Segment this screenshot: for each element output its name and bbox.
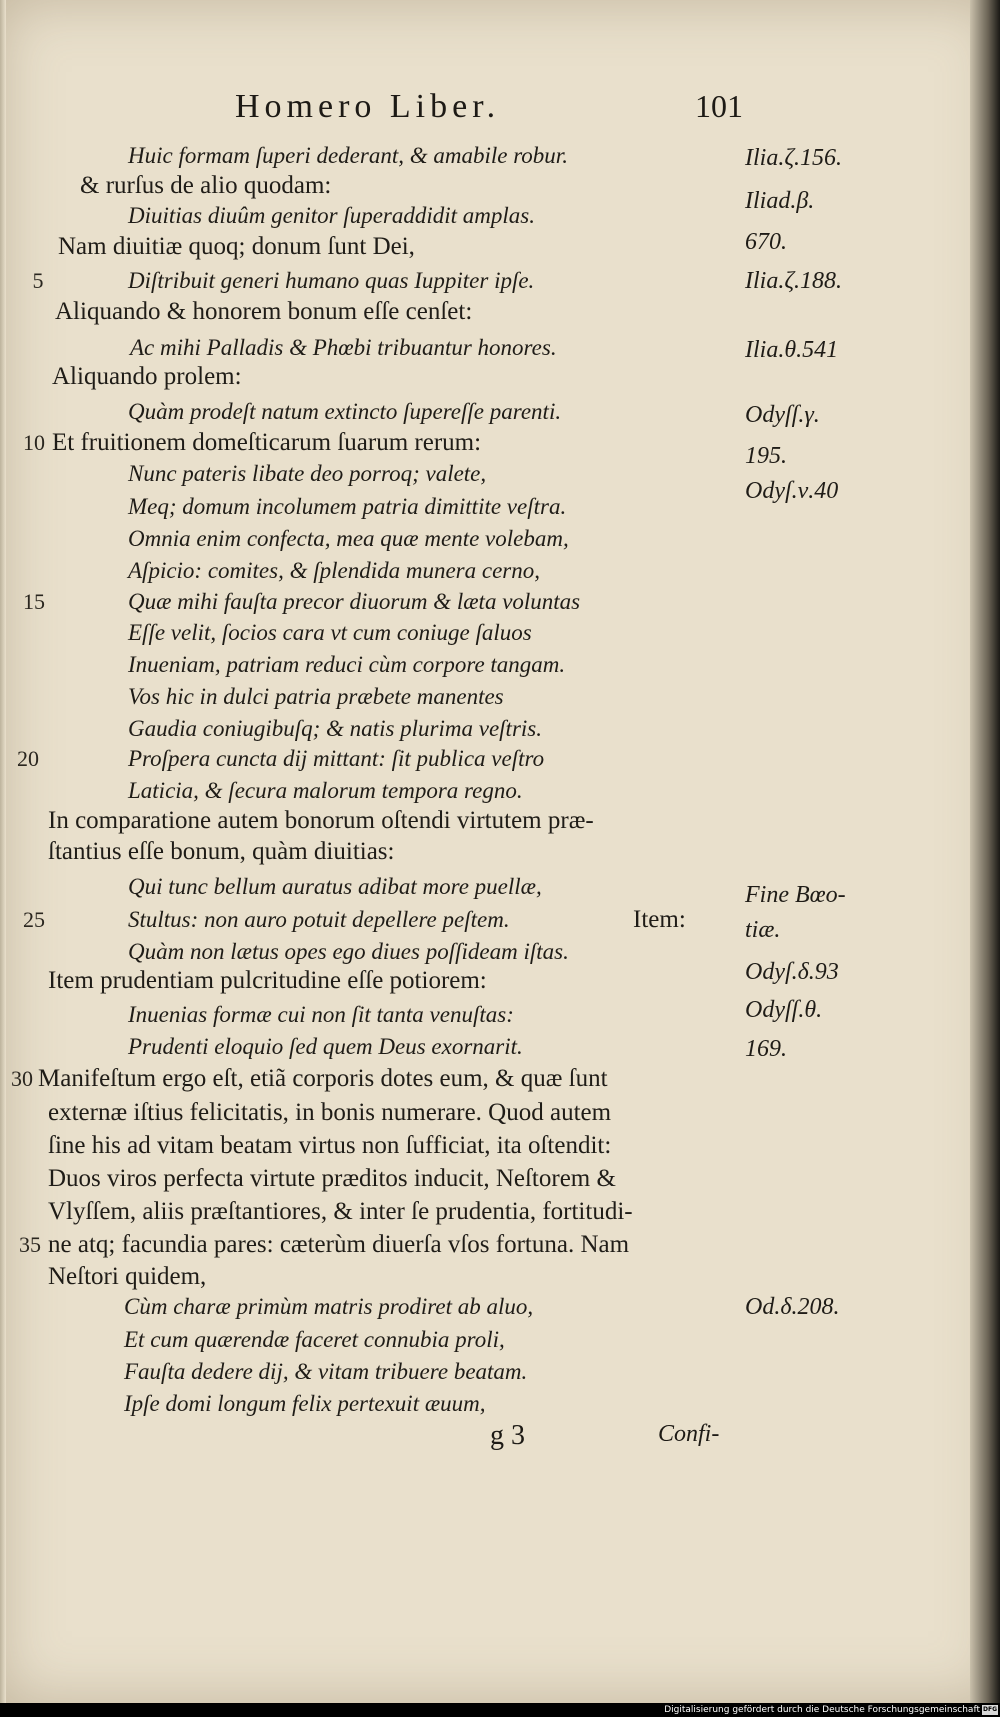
text-line: Proſpera cuncta dij mittant: ſit publica veſtro: [128, 746, 545, 771]
text-line: Cùm charæ primùm matris prodiret ab aluo,: [124, 1294, 534, 1319]
text-line: Eſſe velit, ſocios cara vt cum coniuge ſaluos: [128, 620, 532, 645]
line-number: 15: [23, 589, 45, 614]
text-line: Vos hic in dulci patria præbete manentes: [128, 684, 504, 709]
text-line: Nam diuitiæ quoq; donum ſunt Dei,: [58, 233, 415, 260]
text-line: Neſtori quidem,: [48, 1263, 207, 1290]
margin-reference: Odyſ.δ.93: [745, 959, 839, 985]
text-line: ſtantius eſſe bonum, quàm diuitias:: [48, 838, 395, 865]
text-line: Aſpicio: comites, & ſplendida munera cerno,: [128, 558, 541, 583]
margin-reference: Odyſ.ν.40: [745, 478, 839, 504]
margin-reference: Ilia.θ.541: [745, 337, 839, 363]
dfg-logo: DFG: [982, 1706, 997, 1713]
text-line: Huic formam ſuperi dederant, & amabile robur.: [128, 143, 568, 168]
page-left-edge: [0, 0, 6, 1703]
page-gutter-shadow: [970, 0, 1000, 1703]
text-line: Laticia, & ſecura malorum tempora regno.: [128, 778, 523, 803]
margin-reference: 169.: [745, 1036, 787, 1062]
text-line: Et cum quærendæ faceret connubia proli,: [124, 1327, 505, 1352]
text-line-suffix: Item:: [633, 906, 686, 933]
text-line: & rurſus de alio quodam:: [80, 172, 332, 199]
text-line: Stultus: non auro potuit depellere peſtem.: [128, 907, 510, 932]
margin-reference: tiæ.: [745, 917, 781, 943]
footer-credit: Digitalisierung gefördert durch die Deutsche Forschungsgemeinschaft: [664, 1705, 980, 1715]
text-line: Aliquando prolem:: [52, 363, 242, 390]
margin-reference: Ilia.ζ.156.: [745, 145, 843, 171]
text-line: Inueniam, patriam reduci cùm corpore tangam.: [128, 652, 566, 677]
text-line: Aliquando & honorem bonum eſſe cenſet:: [55, 298, 473, 325]
line-number: 25: [23, 907, 45, 932]
margin-reference: Od.δ.208.: [745, 1294, 840, 1320]
text-line: Diuitias diuûm genitor ſuperaddidit amplas.: [128, 203, 535, 228]
text-line: Ipſe domi longum felix pertexuit æuum,: [124, 1391, 486, 1416]
text-line: Inuenias formæ cui non ſit tanta venuſtas:: [128, 1002, 514, 1027]
digitization-footer: [0, 1703, 1000, 1717]
line-number: 5: [32, 268, 44, 293]
margin-reference: 195.: [745, 443, 787, 469]
text-line: Et fruitionem domeſticarum ſuarum rerum:: [52, 429, 482, 456]
text-line: ne atq; facundia pares: cæterùm diuerſa vſos fortuna. Nam: [48, 1231, 630, 1258]
text-line: Quàm non lætus opes ego diues poſſideam iſtas.: [128, 939, 569, 964]
text-line: Prudenti eloquio ſed quem Deus exornarit.: [128, 1034, 523, 1059]
text-line: Item prudentiam pulcritudine eſſe potiorem:: [48, 967, 487, 994]
margin-reference: Odyſſ.γ.: [745, 402, 820, 428]
catchword: Confi-: [658, 1421, 720, 1447]
margin-reference: Fine Bœo-: [745, 882, 846, 908]
margin-reference: Odyſſ.θ.: [745, 997, 823, 1023]
text-line: Vlyſſem, aliis præſtantiores, & inter ſe prudentia, fortitudi-: [48, 1198, 633, 1225]
margin-reference: 670.: [745, 229, 787, 255]
text-line: Duos viros perfecta virtute præditos inducit, Neſtorem &: [48, 1165, 616, 1192]
page-number: 101: [695, 88, 743, 124]
line-number: 30: [11, 1066, 33, 1091]
text-line: Gaudia coniugibuſq; & natis plurima veſtris.: [128, 716, 542, 741]
margin-reference: Ilia.ζ.188.: [745, 268, 843, 294]
signature-mark: g 3: [490, 1420, 525, 1451]
text-line: ſine his ad vitam beatam virtus non ſufficiat, ita oſtendit:: [48, 1132, 612, 1159]
text-line: Nunc pateris libate deo porroq; valete,: [128, 461, 487, 486]
line-number: 10: [23, 430, 45, 455]
text-line: externæ iſtius felicitatis, in bonis numerare. Quod autem: [48, 1099, 612, 1126]
text-line: Manifeſtum ergo eſt, etiã corporis dotes eum, & quæ ſunt: [38, 1065, 608, 1092]
text-line: In comparatione autem bonorum oſtendi virtutem præ-: [48, 807, 594, 834]
text-line: Fauſta dedere dij, & vitam tribuere beatam.: [124, 1359, 528, 1384]
text-line: Qui tunc bellum auratus adibat more puellæ,: [128, 874, 542, 899]
text-line: Diſtribuit generi humano quas Iuppiter ipſe.: [128, 268, 535, 293]
text-line: Quàm prodeſt natum extincto ſupereſſe parenti.: [128, 399, 562, 424]
running-head: Homero Liber.: [235, 88, 501, 125]
text-line: Meq; domum incolumem patria dimittite veſtra.: [128, 494, 567, 519]
line-number: 35: [19, 1232, 41, 1257]
text-line: Ac mihi Palladis & Phœbi tribuantur honores.: [130, 335, 557, 360]
text-line: Quæ mihi fauſta precor diuorum & læta voluntas: [128, 589, 581, 614]
text-line: Omnia enim confecta, mea quæ mente volebam,: [128, 526, 569, 551]
margin-reference: Iliad.β.: [745, 188, 815, 214]
line-number: 20: [17, 746, 39, 771]
